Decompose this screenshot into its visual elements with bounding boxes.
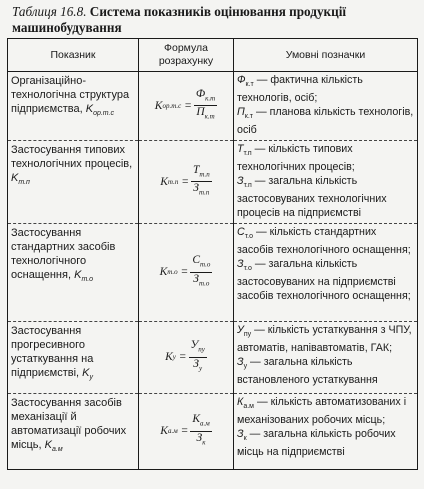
note-item: $К_{а.м}$ — кількість автоматизованих і механізованих робочих місць; <box>237 395 407 426</box>
note-item: $З_к$ — загальна кількість робочих місць на підприємстві <box>237 427 396 458</box>
formula-cell <box>139 140 234 223</box>
formula: K а.м = $К_{а.м}$ $З_к$ <box>160 413 210 447</box>
formula-cell <box>139 393 234 469</box>
formula-cell <box>139 72 234 141</box>
table-row <box>8 321 418 393</box>
indicator-name: Застосування прогресивного устаткування на підприємстві, <box>11 324 94 379</box>
table-header-row <box>8 39 418 72</box>
table-row <box>8 393 418 469</box>
caption-title: Система показників оцінювання продукції машинобудування <box>12 4 347 35</box>
notes-cell <box>234 321 418 393</box>
indicator-cell <box>8 393 139 469</box>
notes-cell <box>234 72 418 141</box>
formula: K у = $У_{пу}$ $З_у$ <box>165 339 205 373</box>
table-row <box>8 72 418 141</box>
note-item: $С_{т.о}$ — кількість стандартних засобів технологічного оснащення; <box>237 225 411 256</box>
indicator-name: Застосування стандартних засобів технологічного оснащення, <box>11 226 116 281</box>
indicator-cell <box>8 140 139 223</box>
indicator-symbol: $K_{т.о}$ <box>74 269 94 284</box>
indicator-symbol: $K_{а.м}$ <box>44 439 63 454</box>
header-notes: Умовні позначки <box>234 39 418 72</box>
formula-cell <box>139 223 234 321</box>
formula: K т.п = $Т_{т.п}$ $З_{т.п}$ <box>160 164 210 197</box>
notes-cell <box>234 393 418 469</box>
table-caption <box>12 4 416 36</box>
table-row <box>8 223 418 321</box>
indicator-name: Застосування типових технологічних процесів, <box>11 143 133 170</box>
indicator-cell <box>8 223 139 321</box>
indicator-name: Організаційно-технологічна структура підприємства, <box>11 75 130 116</box>
indicator-symbol: $K_у$ <box>82 367 94 382</box>
notes-cell <box>234 223 418 321</box>
note-item: $З_у$ — загальна кількість встановленого устаткування <box>237 355 378 386</box>
header-indicator: Показник <box>8 39 139 72</box>
indicator-symbol: $K_{т.п}$ <box>11 172 30 187</box>
note-item: $З_{т.о}$ — загальна кількість застосовуваних на підприємстві засобів технологічного оснащення; <box>237 257 411 302</box>
indicator-cell <box>8 72 139 141</box>
note-item: $Т_{т.п}$ — кількість типових технологічних процесів; <box>237 142 355 173</box>
indicator-symbol: $K_{ор.т.с}$ <box>85 103 114 118</box>
note-item: $П_{к.т}$ — планова кількість технологів, осіб <box>237 105 414 136</box>
header-formula: Формула розрахунку <box>139 39 234 72</box>
indicator-name: Застосування засобів механізації й автоматизації робочих місць, <box>11 396 127 451</box>
note-item: $Ф_{к.т}$ — фактична кількість технологів, осіб; <box>237 74 363 105</box>
indicators-table <box>7 38 418 470</box>
indicator-cell <box>8 321 139 393</box>
formula: K т.о = $С_{т.о}$ $З_{т.о}$ <box>159 254 211 288</box>
table-row <box>8 140 418 223</box>
caption-label: Таблиця 16.8. <box>12 4 87 19</box>
note-item: $У_{пу}$ — кількість устаткування з ЧПУ, автоматів, напівавтоматів, ГАК; <box>237 323 412 354</box>
formula: K ор.т.с = $Ф_{к.т}$ $П_{к.т}$ <box>154 88 216 121</box>
formula-cell <box>139 321 234 393</box>
notes-cell <box>234 140 418 223</box>
note-item: $З_{т.п}$ — загальна кількість застосовуваних технологічних процесів на підприємстві <box>237 174 387 219</box>
